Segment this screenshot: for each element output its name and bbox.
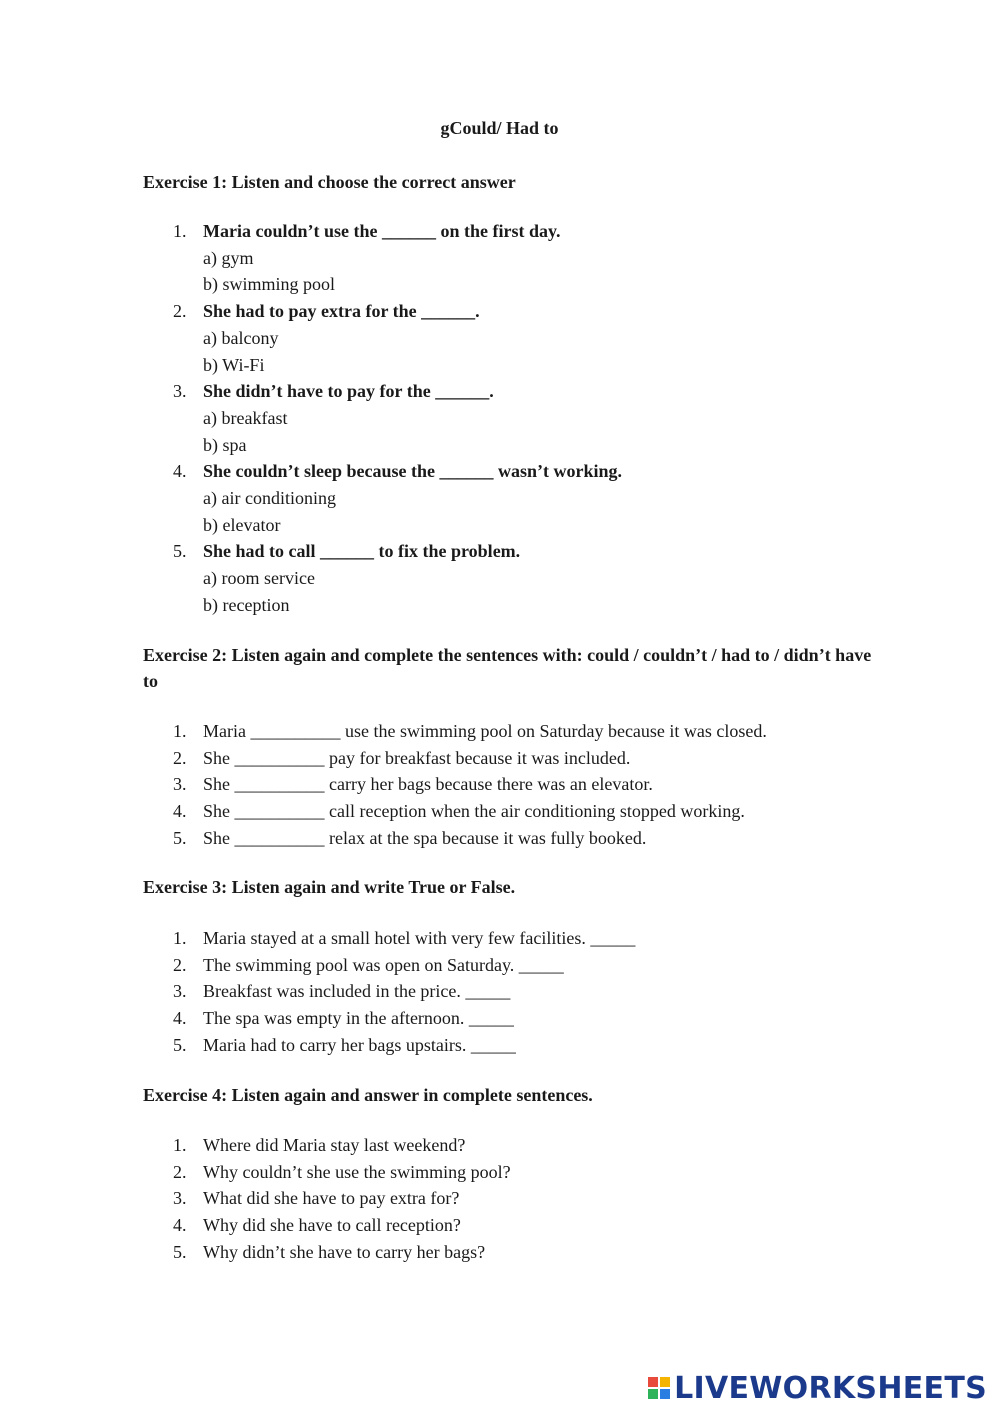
question-text: Maria couldn’t use the ______ on the first day.	[203, 221, 561, 241]
option-b: b) swimming pool	[203, 274, 336, 295]
item-number: 5.	[173, 541, 187, 562]
exercise2-list	[143, 718, 903, 852]
item-number: 5.	[173, 827, 187, 848]
list-item	[143, 978, 903, 1005]
question-text: She had to call ______ to fix the problem.	[203, 541, 521, 562]
list-item	[143, 925, 903, 952]
logo-text: LIVEWORKSHEETS	[674, 1370, 987, 1406]
item-number: 3.	[173, 1188, 187, 1209]
statement-text: Breakfast was included in the price. _____	[203, 981, 511, 1002]
logo-square	[648, 1389, 658, 1399]
option-a: a) breakfast	[203, 407, 288, 428]
option-b: b) spa	[203, 434, 247, 455]
liveworksheets-logo	[648, 1370, 987, 1406]
option-a: a) gym	[203, 247, 254, 268]
logo-square	[648, 1377, 658, 1387]
list-item	[143, 1159, 903, 1186]
option-a: a) room service	[203, 568, 315, 589]
item-number: 2.	[173, 301, 187, 322]
option-b: b) elevator	[203, 514, 281, 535]
list-item	[143, 1212, 903, 1239]
item-number: 2.	[173, 1161, 187, 1182]
logo-square	[660, 1389, 670, 1399]
list-item	[143, 378, 903, 458]
question-text: Where did Maria stay last weekend?	[203, 1135, 466, 1155]
statement-text: The spa was empty in the afternoon. _____	[203, 1008, 514, 1029]
item-number: 2.	[173, 954, 187, 975]
list-item	[143, 952, 903, 979]
question-text: She couldn’t sleep because the ______ wasn’t working.	[203, 461, 623, 482]
question-text: Why didn’t she have to carry her bags?	[203, 1241, 486, 1262]
question-text: Why couldn’t she use the swimming pool?	[203, 1161, 511, 1182]
question-text: Why did she have to call reception?	[203, 1215, 461, 1236]
exercise1-heading: Exercise 1: Listen and choose the correct answer	[143, 172, 516, 192]
list-item	[143, 1239, 903, 1266]
item-number: 1.	[173, 1135, 187, 1155]
item-number: 5.	[173, 1241, 187, 1262]
item-number: 5.	[173, 1034, 187, 1055]
option-b: b) reception	[203, 594, 290, 615]
liveworksheets-logo-icon	[648, 1377, 670, 1399]
list-item	[143, 1132, 903, 1159]
sentence-text: She __________ pay for breakfast because it was included.	[203, 747, 631, 768]
list-item	[143, 458, 903, 538]
item-number: 3.	[173, 381, 187, 402]
item-number: 1.	[173, 221, 187, 241]
item-number: 1.	[173, 721, 187, 741]
list-item	[143, 538, 903, 618]
option-a: a) air conditioning	[203, 488, 336, 509]
exercise3-list	[143, 925, 903, 1059]
list-item	[143, 218, 903, 298]
list-item	[143, 1185, 903, 1212]
item-number: 4.	[173, 801, 187, 822]
item-number: 4.	[173, 1008, 187, 1029]
exercise4-heading: Exercise 4: Listen again and answer in complete sentences.	[143, 1085, 593, 1105]
list-item	[143, 771, 903, 798]
question-text: She had to pay extra for the ______.	[203, 301, 480, 322]
sentence-text: She __________ call reception when the air conditioning stopped working.	[203, 801, 745, 822]
exercise4-list	[143, 1132, 903, 1266]
item-number: 3.	[173, 981, 187, 1002]
question-text: She didn’t have to pay for the ______.	[203, 381, 494, 402]
list-item	[143, 718, 903, 745]
sentence-text: She __________ carry her bags because there was an elevator.	[203, 774, 653, 795]
item-number: 4.	[173, 461, 187, 482]
statement-text: The swimming pool was open on Saturday. _____	[203, 954, 564, 975]
item-number: 4.	[173, 1215, 187, 1236]
list-item	[143, 1005, 903, 1032]
list-item	[143, 1032, 903, 1059]
sentence-text: She __________ relax at the spa because it was fully booked.	[203, 827, 647, 848]
option-a: a) balcony	[203, 327, 279, 348]
list-item	[143, 298, 903, 378]
item-number: 2.	[173, 747, 187, 768]
item-number: 3.	[173, 774, 187, 795]
question-text: What did she have to pay extra for?	[203, 1188, 460, 1209]
statement-text: Maria had to carry her bags upstairs. _____	[203, 1034, 516, 1055]
list-item	[143, 798, 903, 825]
list-item	[143, 745, 903, 772]
statement-text: Maria stayed at a small hotel with very few facilities. _____	[203, 928, 636, 948]
exercise1-list	[143, 218, 903, 619]
list-item	[143, 825, 903, 852]
sentence-text: Maria __________ use the swimming pool on Saturday because it was closed.	[203, 721, 767, 741]
option-b: b) Wi-Fi	[203, 354, 265, 375]
exercise2-heading: Exercise 2: Listen again and complete the sentences with: could / couldn’t / had to / didn’t have to	[143, 645, 872, 691]
exercise3-heading: Exercise 3: Listen again and write True or False.	[143, 877, 516, 897]
logo-square	[660, 1377, 670, 1387]
item-number: 1.	[173, 928, 187, 948]
page-title: gCould/ Had to	[440, 118, 559, 138]
